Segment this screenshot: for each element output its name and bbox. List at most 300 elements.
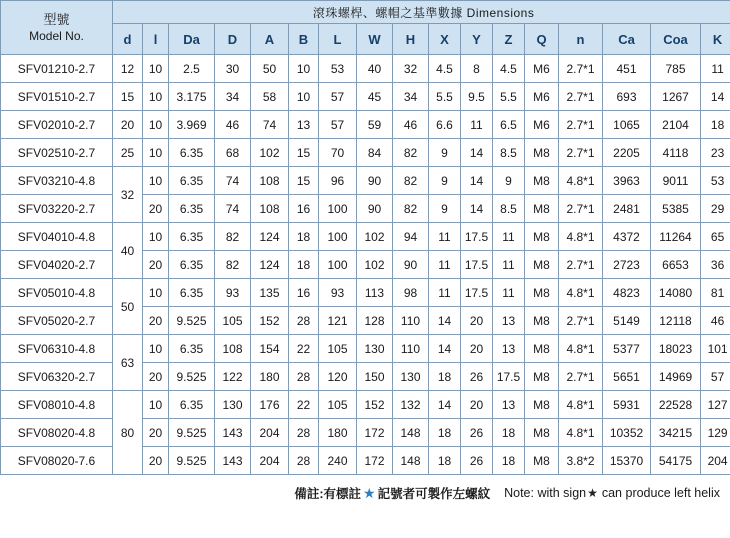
cell-a: 102: [251, 139, 289, 167]
cell-da: 9.525: [169, 447, 215, 475]
cell-y: 14: [461, 167, 493, 195]
cell-da: 3.969: [169, 111, 215, 139]
cell-da: 3.175: [169, 83, 215, 111]
cell-d: 25: [113, 139, 143, 167]
cell-a: 124: [251, 251, 289, 279]
cell-k: 65: [701, 223, 730, 251]
cell-x: 14: [429, 335, 461, 363]
cell-b: 18: [289, 223, 319, 251]
cell-ca: 2481: [603, 195, 651, 223]
footer-note-cn-pre: 備註:有標註: [294, 487, 362, 501]
cell-x: 18: [429, 447, 461, 475]
cell-z: 11: [493, 251, 525, 279]
cell-n: 2.7*1: [559, 251, 603, 279]
cell-n: 4.8*1: [559, 391, 603, 419]
cell-l: 10: [143, 279, 169, 307]
cell-k: 81: [701, 279, 730, 307]
footer-note: [0, 475, 730, 511]
cell-b: 28: [289, 363, 319, 391]
cell-a: 124: [251, 223, 289, 251]
table-body: [1, 1, 730, 475]
cell-d: 74: [215, 167, 251, 195]
cell-q: M8: [525, 139, 559, 167]
cell-l: 10: [143, 111, 169, 139]
cell-z: 13: [493, 335, 525, 363]
cell-k: 14: [701, 83, 730, 111]
cell-k: 101: [701, 335, 730, 363]
column-header-b: B: [289, 24, 319, 55]
cell-l: 57: [319, 83, 357, 111]
cell-x: 18: [429, 363, 461, 391]
cell-k: 23: [701, 139, 730, 167]
table-row: [1, 447, 730, 475]
cell-w: 84: [357, 139, 393, 167]
cell-l: 10: [143, 223, 169, 251]
cell-da: 9.525: [169, 419, 215, 447]
cell-d: 82: [215, 251, 251, 279]
table-row: [1, 307, 730, 335]
cell-b: 10: [289, 83, 319, 111]
cell-coa: 6653: [651, 251, 701, 279]
cell-n: 4.8*1: [559, 335, 603, 363]
cell-z: 6.5: [493, 111, 525, 139]
cell-d: 122: [215, 363, 251, 391]
cell-z: 18: [493, 447, 525, 475]
cell-l: 20: [143, 307, 169, 335]
cell-x: 6.6: [429, 111, 461, 139]
cell-l: 10: [143, 83, 169, 111]
cell-h: 46: [393, 111, 429, 139]
model-cell: SFV01210-2.7: [1, 55, 113, 83]
cell-n: 4.8*1: [559, 419, 603, 447]
cell-d: 30: [215, 55, 251, 83]
cell-l: 100: [319, 223, 357, 251]
cell-k: 127: [701, 391, 730, 419]
cell-y: 17.5: [461, 279, 493, 307]
cell-x: 9: [429, 195, 461, 223]
cell-b: 28: [289, 307, 319, 335]
table-row: [1, 139, 730, 167]
column-header-d: d: [113, 24, 143, 55]
cell-y: 14: [461, 195, 493, 223]
cell-l: 20: [143, 251, 169, 279]
cell-l: 240: [319, 447, 357, 475]
cell-ca: 2723: [603, 251, 651, 279]
cell-coa: 785: [651, 55, 701, 83]
cell-l: 53: [319, 55, 357, 83]
cell-z: 8.5: [493, 139, 525, 167]
cell-k: 53: [701, 167, 730, 195]
cell-d: 74: [215, 195, 251, 223]
cell-x: 11: [429, 279, 461, 307]
cell-da: 9.525: [169, 307, 215, 335]
cell-coa: 5385: [651, 195, 701, 223]
cell-n: 2.7*1: [559, 55, 603, 83]
cell-l: 96: [319, 167, 357, 195]
cell-l: 20: [143, 419, 169, 447]
cell-y: 20: [461, 307, 493, 335]
model-header-cell: [1, 1, 113, 55]
cell-w: 90: [357, 195, 393, 223]
cell-ca: 10352: [603, 419, 651, 447]
cell-h: 82: [393, 167, 429, 195]
model-cell: SFV03210-4.8: [1, 167, 113, 195]
cell-l: 180: [319, 419, 357, 447]
model-cell: SFV05010-4.8: [1, 279, 113, 307]
cell-l: 93: [319, 279, 357, 307]
cell-a: 204: [251, 419, 289, 447]
cell-w: 128: [357, 307, 393, 335]
cell-ca: 451: [603, 55, 651, 83]
model-header-en: Model No.: [29, 29, 84, 44]
model-cell: SFV08010-4.8: [1, 391, 113, 419]
cell-q: M8: [525, 223, 559, 251]
cell-d: 50: [113, 279, 143, 335]
table-row: [1, 111, 730, 139]
cell-h: 90: [393, 251, 429, 279]
dimensions-title: 滾珠螺桿、螺帽之基準數據 Dimensions: [113, 1, 730, 24]
cell-d: 15: [113, 83, 143, 111]
cell-x: 14: [429, 307, 461, 335]
cell-da: 6.35: [169, 251, 215, 279]
model-cell: SFV05020-2.7: [1, 307, 113, 335]
cell-d: 20: [113, 111, 143, 139]
cell-x: 5.5: [429, 83, 461, 111]
cell-q: M6: [525, 83, 559, 111]
cell-x: 9: [429, 139, 461, 167]
cell-ca: 5931: [603, 391, 651, 419]
cell-ca: 4823: [603, 279, 651, 307]
column-header-a: A: [251, 24, 289, 55]
cell-b: 15: [289, 139, 319, 167]
cell-y: 11: [461, 111, 493, 139]
cell-y: 17.5: [461, 223, 493, 251]
cell-a: 135: [251, 279, 289, 307]
table-row: [1, 83, 730, 111]
table-row: [1, 55, 730, 83]
cell-da: 6.35: [169, 167, 215, 195]
cell-l: 20: [143, 363, 169, 391]
cell-q: M8: [525, 167, 559, 195]
cell-n: 2.7*1: [559, 195, 603, 223]
model-cell: SFV04020-2.7: [1, 251, 113, 279]
star-icon: ★: [363, 484, 376, 501]
table-row: [1, 223, 730, 251]
cell-q: M8: [525, 195, 559, 223]
cell-w: 130: [357, 335, 393, 363]
column-header-x: X: [429, 24, 461, 55]
cell-q: M8: [525, 251, 559, 279]
cell-h: 94: [393, 223, 429, 251]
cell-d: 143: [215, 447, 251, 475]
cell-l: 121: [319, 307, 357, 335]
cell-b: 13: [289, 111, 319, 139]
cell-h: 82: [393, 195, 429, 223]
footer-note-cn-post: 記號者可製作左螺紋: [377, 487, 491, 501]
cell-l: 10: [143, 55, 169, 83]
cell-ca: 2205: [603, 139, 651, 167]
cell-h: 110: [393, 335, 429, 363]
cell-w: 113: [357, 279, 393, 307]
cell-coa: 2104: [651, 111, 701, 139]
cell-w: 90: [357, 167, 393, 195]
cell-l: 100: [319, 195, 357, 223]
cell-coa: 54175: [651, 447, 701, 475]
cell-x: 9: [429, 167, 461, 195]
cell-b: 16: [289, 195, 319, 223]
table-row: [1, 251, 730, 279]
cell-d: 108: [215, 335, 251, 363]
cell-z: 11: [493, 223, 525, 251]
model-cell: SFV08020-4.8: [1, 419, 113, 447]
cell-coa: 14969: [651, 363, 701, 391]
column-header-n: n: [559, 24, 603, 55]
cell-a: 204: [251, 447, 289, 475]
cell-q: M8: [525, 391, 559, 419]
cell-z: 13: [493, 391, 525, 419]
cell-a: 176: [251, 391, 289, 419]
cell-q: M8: [525, 447, 559, 475]
cell-w: 150: [357, 363, 393, 391]
cell-y: 26: [461, 447, 493, 475]
cell-q: M6: [525, 111, 559, 139]
cell-l: 10: [143, 391, 169, 419]
column-header-l: l: [143, 24, 169, 55]
cell-k: 11: [701, 55, 730, 83]
cell-a: 74: [251, 111, 289, 139]
cell-k: 46: [701, 307, 730, 335]
column-header-h: H: [393, 24, 429, 55]
cell-ca: 1065: [603, 111, 651, 139]
table-row: [1, 335, 730, 363]
cell-q: M8: [525, 279, 559, 307]
cell-z: 18: [493, 419, 525, 447]
cell-l: 100: [319, 251, 357, 279]
cell-ca: 5149: [603, 307, 651, 335]
cell-l: 20: [143, 195, 169, 223]
model-cell: SFV08020-7.6: [1, 447, 113, 475]
model-cell: SFV04010-4.8: [1, 223, 113, 251]
cell-h: 110: [393, 307, 429, 335]
column-header-q: Q: [525, 24, 559, 55]
cell-z: 9: [493, 167, 525, 195]
footer-note-en-post: can produce left helix: [601, 486, 720, 500]
model-cell: SFV06320-2.7: [1, 363, 113, 391]
cell-coa: 14080: [651, 279, 701, 307]
cell-z: 11: [493, 279, 525, 307]
model-cell: SFV01510-2.7: [1, 83, 113, 111]
cell-l: 20: [143, 447, 169, 475]
cell-d: 80: [113, 391, 143, 475]
cell-ca: 693: [603, 83, 651, 111]
column-header-w: W: [357, 24, 393, 55]
cell-x: 11: [429, 223, 461, 251]
cell-n: 4.8*1: [559, 223, 603, 251]
cell-z: 13: [493, 307, 525, 335]
cell-l: 57: [319, 111, 357, 139]
cell-a: 108: [251, 195, 289, 223]
cell-d: 32: [113, 167, 143, 223]
cell-z: 5.5: [493, 83, 525, 111]
cell-d: 34: [215, 83, 251, 111]
cell-ca: 15370: [603, 447, 651, 475]
cell-a: 50: [251, 55, 289, 83]
cell-coa: 18023: [651, 335, 701, 363]
cell-b: 28: [289, 447, 319, 475]
cell-b: 16: [289, 279, 319, 307]
model-cell: SFV02010-2.7: [1, 111, 113, 139]
model-cell: SFV02510-2.7: [1, 139, 113, 167]
table-row: [1, 363, 730, 391]
cell-n: 2.7*1: [559, 111, 603, 139]
cell-x: 18: [429, 419, 461, 447]
table-title-row: [1, 1, 730, 24]
cell-x: 4.5: [429, 55, 461, 83]
cell-coa: 9011: [651, 167, 701, 195]
cell-k: 29: [701, 195, 730, 223]
column-header-z: Z: [493, 24, 525, 55]
cell-ca: 3963: [603, 167, 651, 195]
cell-k: 204: [701, 447, 730, 475]
cell-d: 46: [215, 111, 251, 139]
cell-w: 102: [357, 251, 393, 279]
cell-b: 28: [289, 419, 319, 447]
column-header-ca: Ca: [603, 24, 651, 55]
column-header-d: D: [215, 24, 251, 55]
cell-y: 20: [461, 391, 493, 419]
cell-q: M8: [525, 335, 559, 363]
cell-k: 57: [701, 363, 730, 391]
cell-da: 2.5: [169, 55, 215, 83]
cell-b: 22: [289, 335, 319, 363]
cell-y: 26: [461, 419, 493, 447]
model-header-cn: 型號: [43, 11, 70, 27]
star-icon-secondary: ★: [587, 486, 598, 500]
table-row: [1, 167, 730, 195]
cell-ca: 4372: [603, 223, 651, 251]
cell-h: 32: [393, 55, 429, 83]
cell-k: 129: [701, 419, 730, 447]
cell-n: 4.8*1: [559, 167, 603, 195]
cell-d: 68: [215, 139, 251, 167]
cell-n: 3.8*2: [559, 447, 603, 475]
column-header-y: Y: [461, 24, 493, 55]
cell-w: 40: [357, 55, 393, 83]
cell-h: 130: [393, 363, 429, 391]
cell-n: 2.7*1: [559, 307, 603, 335]
cell-b: 10: [289, 55, 319, 83]
cell-n: 4.8*1: [559, 279, 603, 307]
cell-x: 11: [429, 251, 461, 279]
cell-w: 59: [357, 111, 393, 139]
model-cell: SFV06310-4.8: [1, 335, 113, 363]
cell-z: 4.5: [493, 55, 525, 83]
cell-h: 82: [393, 139, 429, 167]
cell-q: M8: [525, 419, 559, 447]
cell-h: 148: [393, 419, 429, 447]
cell-da: 6.35: [169, 139, 215, 167]
cell-q: M8: [525, 363, 559, 391]
cell-coa: 22528: [651, 391, 701, 419]
cell-d: 93: [215, 279, 251, 307]
cell-w: 172: [357, 419, 393, 447]
model-cell: SFV03220-2.7: [1, 195, 113, 223]
column-header-k: K: [701, 24, 730, 55]
cell-y: 14: [461, 139, 493, 167]
cell-k: 18: [701, 111, 730, 139]
cell-d: 143: [215, 419, 251, 447]
cell-d: 40: [113, 223, 143, 279]
cell-b: 15: [289, 167, 319, 195]
cell-ca: 5377: [603, 335, 651, 363]
cell-h: 98: [393, 279, 429, 307]
cell-w: 172: [357, 447, 393, 475]
cell-q: M6: [525, 55, 559, 83]
cell-w: 45: [357, 83, 393, 111]
cell-x: 14: [429, 391, 461, 419]
cell-coa: 11264: [651, 223, 701, 251]
cell-a: 154: [251, 335, 289, 363]
cell-l: 105: [319, 335, 357, 363]
cell-n: 2.7*1: [559, 363, 603, 391]
cell-k: 36: [701, 251, 730, 279]
cell-h: 132: [393, 391, 429, 419]
cell-coa: 34215: [651, 419, 701, 447]
cell-b: 22: [289, 391, 319, 419]
cell-da: 6.35: [169, 223, 215, 251]
cell-l: 10: [143, 139, 169, 167]
cell-d: 130: [215, 391, 251, 419]
cell-d: 12: [113, 55, 143, 83]
cell-d: 105: [215, 307, 251, 335]
cell-q: M8: [525, 307, 559, 335]
cell-coa: 1267: [651, 83, 701, 111]
cell-y: 20: [461, 335, 493, 363]
table-row: [1, 419, 730, 447]
cell-da: 9.525: [169, 363, 215, 391]
cell-l: 105: [319, 391, 357, 419]
cell-h: 148: [393, 447, 429, 475]
cell-da: 6.35: [169, 335, 215, 363]
cell-h: 34: [393, 83, 429, 111]
cell-da: 6.35: [169, 279, 215, 307]
cell-l: 120: [319, 363, 357, 391]
column-header-da: Da: [169, 24, 215, 55]
cell-d: 82: [215, 223, 251, 251]
cell-n: 2.7*1: [559, 83, 603, 111]
footer-note-en-pre: Note: with sign: [504, 486, 587, 500]
cell-d: 63: [113, 335, 143, 391]
cell-l: 10: [143, 335, 169, 363]
column-header-coa: Coa: [651, 24, 701, 55]
cell-z: 8.5: [493, 195, 525, 223]
cell-a: 108: [251, 167, 289, 195]
table-row: [1, 195, 730, 223]
cell-z: 17.5: [493, 363, 525, 391]
cell-a: 58: [251, 83, 289, 111]
cell-da: 6.35: [169, 391, 215, 419]
cell-y: 17.5: [461, 251, 493, 279]
cell-da: 6.35: [169, 195, 215, 223]
cell-coa: 12118: [651, 307, 701, 335]
cell-n: 2.7*1: [559, 139, 603, 167]
cell-l: 70: [319, 139, 357, 167]
cell-y: 26: [461, 363, 493, 391]
cell-y: 9.5: [461, 83, 493, 111]
cell-a: 180: [251, 363, 289, 391]
cell-y: 8: [461, 55, 493, 83]
cell-w: 152: [357, 391, 393, 419]
